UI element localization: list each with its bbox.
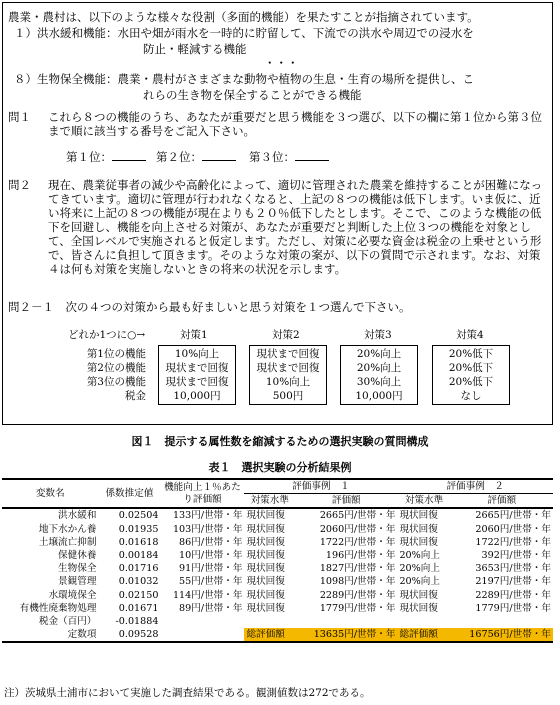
header-case-2: 評価事例 ２ bbox=[397, 479, 553, 494]
ellipsis: ・・・ bbox=[264, 56, 299, 70]
case1-value: 1098円/世帯・年 bbox=[319, 576, 396, 588]
case2-level: 現状回復 bbox=[399, 536, 438, 548]
case2-value: 3653円/世帯・年 bbox=[475, 563, 551, 575]
header-case-1: 評価事例 １ bbox=[244, 479, 397, 494]
case2-level: 現状回復 bbox=[399, 589, 438, 601]
var-name: 景観管理 bbox=[58, 576, 97, 588]
var-name: 税金（百円） bbox=[38, 615, 97, 627]
coef: 0.09528 bbox=[98, 628, 160, 642]
header-wtp: 機能向上１％あたり評価額 bbox=[160, 479, 244, 508]
table-row bbox=[2, 536, 553, 549]
coef: 0.02150 bbox=[118, 589, 159, 601]
rank-3-label: 第３位： bbox=[249, 150, 295, 164]
case2-total-value: 16756円/世帯・年 bbox=[451, 628, 553, 642]
case1-value: 1779円/世帯・年 bbox=[319, 602, 396, 614]
case1-total-label: 総評価額 bbox=[244, 628, 295, 642]
wtp: 91円/世帯・年 bbox=[179, 563, 243, 575]
function-8-text: ８）生物保全機能：農業・農村がさまざまな動物や植物の生息・生育の場所を提供し、こ bbox=[14, 72, 474, 86]
row-label-tax: 税金 bbox=[125, 390, 146, 402]
q2-text: 現在、農業従事者の減少や高齢化によって、適切に管理された農業を維持することが困難になってきています。適切に管理が行われなくなると、上記の８つの機能は低下します。いま仮に、近い将来に上記の８つの機能が現在よりも２０％低下したとします。そこで、このような機能の低下を回避し、機能を向上させる対策が、あなたが重要だと判断した上位３つの機能を対象として、全国レベルで実施されると仮定します。ただし、対策に必要な資金は税金の上乗せという形で、皆さんに負担して頂きます。そのような対策の案が、以下の質問で示されます。なお、対策４は何も対策を実施しないときの将来の状況を示します。 bbox=[48, 178, 543, 276]
var-name: 保健休養 bbox=[58, 550, 97, 562]
row-label-rank1: 第1位の機能 bbox=[86, 348, 146, 360]
case1-value: 196円/世帯・年 bbox=[325, 550, 396, 562]
case1-level: 現状回復 bbox=[246, 563, 285, 575]
case2-level: 20%向上 bbox=[399, 563, 440, 575]
table-row bbox=[2, 549, 553, 562]
wtp: 89円/世帯・年 bbox=[179, 602, 243, 614]
option-2-tax: 500円 bbox=[272, 390, 304, 402]
coef: 0.01716 bbox=[118, 563, 159, 575]
case2-level: 現状回復 bbox=[399, 602, 438, 614]
intro-text: 農業・農村は、以下のような様々な役割（多面的機能）を果たすことが指摘されています。 bbox=[8, 10, 479, 24]
header-variable: 変数名 bbox=[2, 479, 98, 508]
wtp: 103円/世帯・年 bbox=[172, 523, 243, 535]
table-caption: 表１ 選択実験の分析結果例 bbox=[208, 461, 352, 474]
option-1-card[interactable] bbox=[158, 345, 236, 405]
option-3-rank1: 20%向上 bbox=[356, 348, 402, 360]
var-name: 土壌流亡抑制 bbox=[38, 536, 97, 548]
table-header-row-1 bbox=[2, 479, 553, 494]
header-level-2: 対策水準 bbox=[397, 494, 450, 509]
case2-level: 現状回復 bbox=[399, 510, 438, 522]
function-1-text: １）洪水緩和機能：水田や畑が雨水を一時的に貯留して、下流での洪水や周辺での浸水を bbox=[14, 26, 474, 40]
case1-value: 2289円/世帯・年 bbox=[319, 589, 396, 601]
case2-level: 現状回復 bbox=[399, 523, 438, 535]
case2-level bbox=[397, 615, 450, 628]
function-1-text-cont: 防止・軽減する機能 bbox=[143, 42, 247, 56]
case1-total-value: 13635円/世帯・年 bbox=[295, 628, 397, 642]
var-name: 地下水かん養 bbox=[38, 523, 97, 535]
coef: 0.01671 bbox=[118, 602, 159, 614]
option-3-rank2: 20%向上 bbox=[356, 362, 402, 374]
case2-total-label: 総評価額 bbox=[397, 628, 450, 642]
case2-value bbox=[451, 615, 553, 628]
option-2-rank3: 10%向上 bbox=[265, 376, 311, 388]
option-3-card[interactable] bbox=[340, 345, 418, 405]
rank-2-label: 第２位： bbox=[156, 150, 202, 164]
case1-level: 現状回復 bbox=[246, 550, 285, 562]
case1-level bbox=[244, 615, 295, 628]
q1-text: これら８つの機能のうち、あなたが重要だと思う機能を３つ選び、以下の欄に第１位から第３位まで順に該当する番号をご記入下さい。 bbox=[48, 110, 543, 138]
case1-value: 2665円/世帯・年 bbox=[319, 510, 396, 522]
case1-level: 現状回復 bbox=[246, 602, 285, 614]
header-level-1: 対策水準 bbox=[244, 494, 295, 509]
function-8-text-cont: れらの生き物を保全することができる機能 bbox=[143, 88, 362, 102]
wtp: 55円/世帯・年 bbox=[179, 576, 243, 588]
rank-1 bbox=[66, 150, 146, 164]
coef: -0.01884 bbox=[115, 615, 159, 627]
coef: 0.01618 bbox=[118, 536, 159, 548]
header-value-1: 評価額 bbox=[295, 494, 397, 509]
table-row bbox=[2, 602, 553, 615]
case1-level: 現状回復 bbox=[246, 576, 285, 588]
table-row bbox=[2, 575, 553, 588]
case2-value: 1779円/世帯・年 bbox=[475, 602, 551, 614]
rank-1-blank[interactable] bbox=[112, 150, 146, 161]
wtp bbox=[160, 615, 244, 628]
table-row bbox=[2, 523, 553, 536]
option-4-title: 対策4 bbox=[456, 329, 484, 341]
case2-value: 2289円/世帯・年 bbox=[475, 589, 551, 601]
case1-level: 現状回復 bbox=[246, 510, 285, 522]
coef: 0.00184 bbox=[118, 550, 159, 562]
option-3-tax: 10,000円 bbox=[355, 390, 403, 402]
coef: 0.02504 bbox=[118, 510, 159, 522]
table-row bbox=[2, 589, 553, 602]
case1-level: 現状回復 bbox=[246, 523, 285, 535]
case1-value: 1827円/世帯・年 bbox=[319, 563, 396, 575]
option-2-rank1: 現状まで回復 bbox=[256, 348, 320, 360]
rank-3-blank[interactable] bbox=[295, 150, 329, 161]
case1-value bbox=[295, 615, 397, 628]
q2-1-text: 問２－１ 次の４つの対策から最も好ましいと思う対策を１つ選んで下さい。 bbox=[8, 300, 411, 314]
option-1-rank1: 10%向上 bbox=[174, 348, 220, 360]
option-1-rank3: 現状まで回復 bbox=[165, 376, 229, 388]
option-2-rank2: 現状まで回復 bbox=[256, 362, 320, 374]
q1-number: 問１ bbox=[8, 110, 31, 124]
case2-value: 2060円/世帯・年 bbox=[475, 523, 551, 535]
wtp bbox=[160, 628, 244, 642]
option-3-rank3: 30%向上 bbox=[356, 376, 402, 388]
wtp: 133円/世帯・年 bbox=[172, 510, 243, 522]
choose-instruction: どれか1つに○→ bbox=[68, 329, 146, 341]
case2-value: 1722円/世帯・年 bbox=[475, 536, 551, 548]
table-row bbox=[2, 508, 553, 522]
case1-level: 現状回復 bbox=[246, 589, 285, 601]
case2-value: 392円/世帯・年 bbox=[481, 550, 551, 562]
table-row bbox=[2, 615, 553, 628]
var-name: 生物保全 bbox=[58, 563, 97, 575]
case2-level: 20%向上 bbox=[399, 550, 440, 562]
option-4-rank1: 20%低下 bbox=[448, 348, 494, 360]
row-label-rank3: 第3位の機能 bbox=[86, 376, 146, 388]
figure-caption: 図１ 提示する属性数を縮減するための選択実験の質問構成 bbox=[131, 435, 429, 448]
header-coefficient: 係数推定値 bbox=[98, 479, 160, 508]
table-row-total bbox=[2, 628, 553, 642]
wtp: 114円/世帯・年 bbox=[172, 589, 243, 601]
option-4-card[interactable] bbox=[432, 345, 510, 405]
var-name: 洪水緩和 bbox=[58, 510, 97, 522]
var-name: 有機性廃棄物処理 bbox=[19, 602, 97, 614]
rank-2 bbox=[156, 150, 236, 164]
case2-level: 20%向上 bbox=[399, 576, 440, 588]
option-4-tax: なし bbox=[460, 390, 482, 402]
row-label-rank2: 第2位の機能 bbox=[86, 362, 146, 374]
case2-value: 2665円/世帯・年 bbox=[475, 510, 551, 522]
var-name: 水環境保全 bbox=[48, 589, 97, 601]
option-4-rank3: 20%低下 bbox=[448, 376, 494, 388]
option-2-title: 対策2 bbox=[272, 329, 300, 341]
rank-1-label: 第１位： bbox=[66, 150, 112, 164]
option-4-rank2: 20%低下 bbox=[448, 362, 494, 374]
table-row bbox=[2, 562, 553, 575]
option-1-rank2: 現状まで回復 bbox=[165, 362, 229, 374]
case1-level: 現状回復 bbox=[246, 536, 285, 548]
coef: 0.01935 bbox=[118, 523, 159, 535]
case1-value: 2060円/世帯・年 bbox=[319, 523, 396, 535]
footnote: 注）茨城県土浦市において実施した調査結果である。観測値数は272である。 bbox=[4, 687, 371, 699]
header-value-2: 評価額 bbox=[451, 494, 553, 509]
wtp: 10円/世帯・年 bbox=[179, 550, 243, 562]
results-table bbox=[2, 478, 553, 643]
q2-number: 問２ bbox=[8, 178, 31, 192]
case2-value: 2197円/世帯・年 bbox=[475, 576, 551, 588]
wtp: 86円/世帯・年 bbox=[179, 536, 243, 548]
case1-value: 1722円/世帯・年 bbox=[319, 536, 396, 548]
rank-3 bbox=[249, 150, 329, 164]
option-1-title: 対策1 bbox=[180, 329, 208, 341]
option-2-card[interactable] bbox=[249, 345, 327, 405]
option-1-tax: 10,000円 bbox=[173, 390, 221, 402]
coef: 0.01032 bbox=[118, 576, 159, 588]
rank-2-blank[interactable] bbox=[202, 150, 236, 161]
option-3-title: 対策3 bbox=[364, 329, 392, 341]
var-name: 定数項 bbox=[2, 628, 98, 642]
